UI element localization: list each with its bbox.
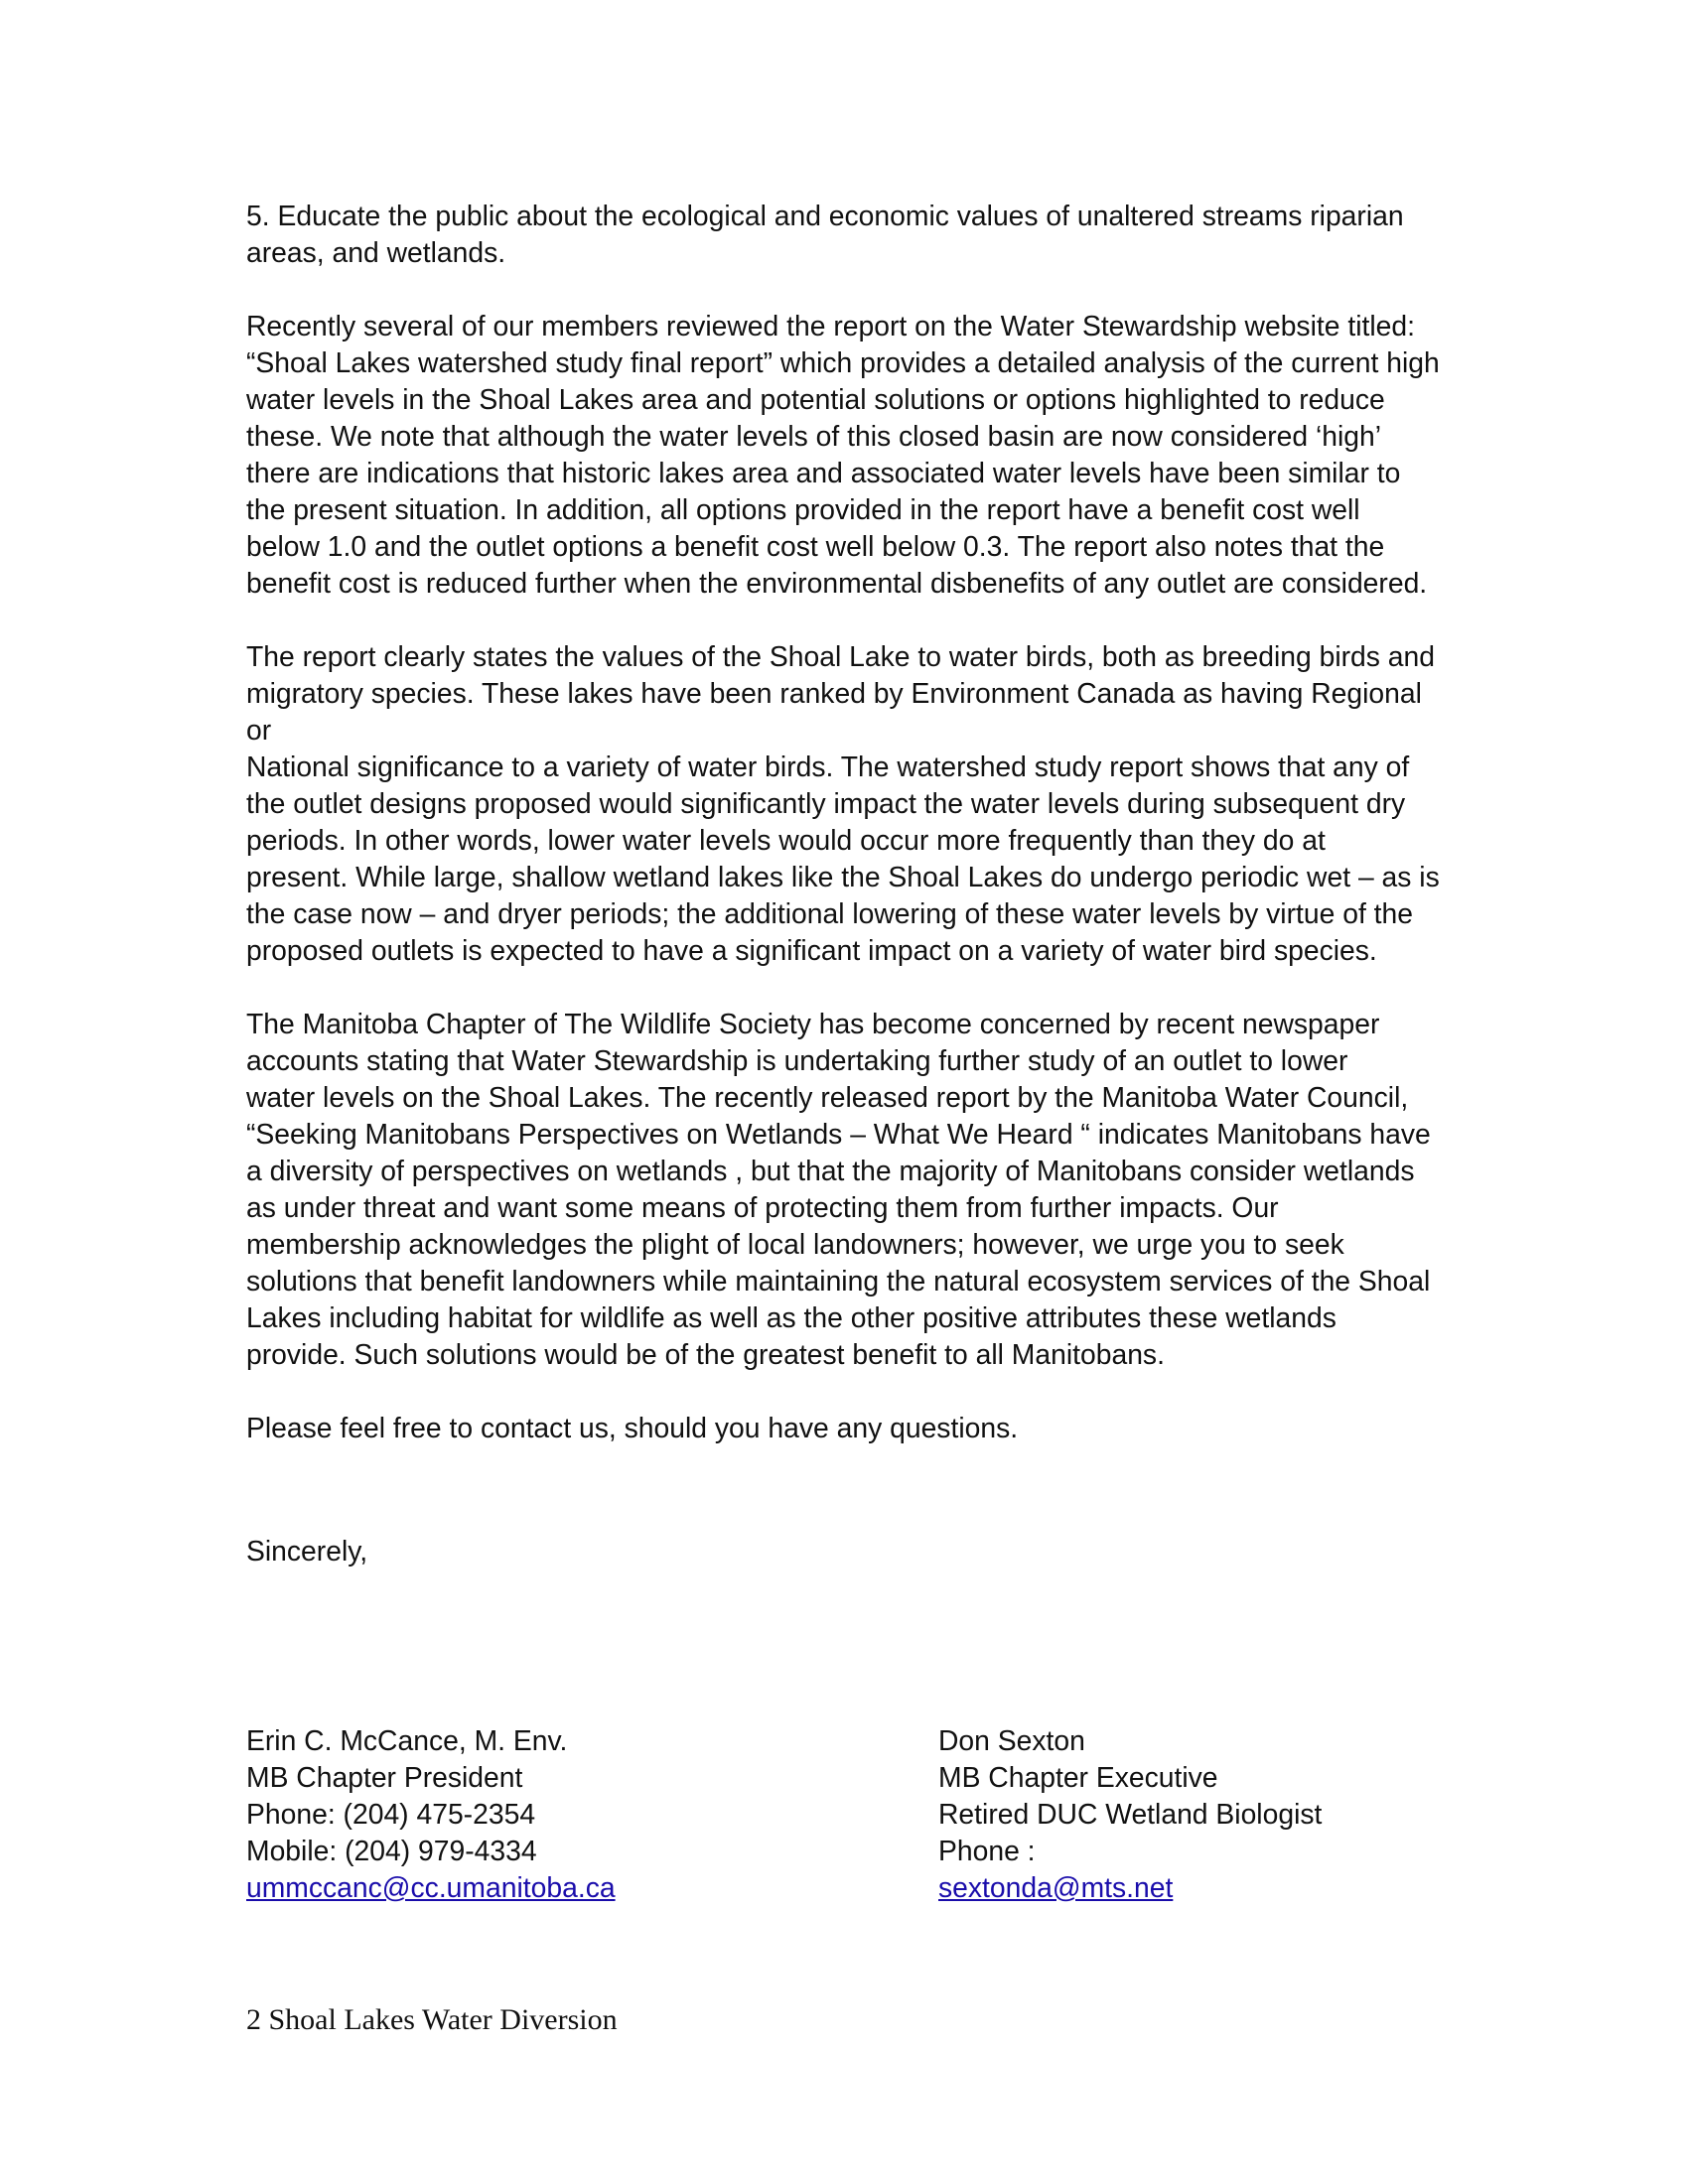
- signatory-email-link[interactable]: sextonda@mts.net: [938, 1871, 1174, 1903]
- signatory-role: Retired DUC Wetland Biologist: [938, 1798, 1323, 1830]
- signatory-title: MB Chapter President: [246, 1761, 523, 1793]
- paragraph-chapter-concern: The Manitoba Chapter of The Wildlife Society has become concerned by recent newspaper accounts stating that Water Stewardship is undertaking further study of an outlet to lower water levels on the Shoal Lakes. The recently released report by the Manitoba Water Council, “Seeking Manitobans Perspectives on Wetlands – What We Heard “ indicates Manitobans have a diversity of perspectives on wetlands , but that the majority of Manitobans consider wetlands as under threat and want some means of protecting them from further impacts. Our membership acknowledges the plight of local landowners; however, we urge you to seek solutions that benefit landowners while maintaining the natural ecosystem services of the Shoal Lakes including habitat for wildlife as well as the other positive attributes these wetlands provide. Such solutions would be of the greatest benefit to all Manitobans.: [246, 1008, 1431, 1370]
- signatory-email-link[interactable]: ummccanc@cc.umanitoba.ca: [246, 1871, 616, 1903]
- paragraph-water-birds: The report clearly states the values of the Shoal Lake to water birds, both as breeding birds and migratory species. These lakes have been ranked by Environment Canada as having Regional or National significance to a variety of water birds. The watershed study report shows that any of the outlet designs proposed would significantly impact the water levels during subsequent dry periods. In other words, lower water levels would occur more frequently than they do at present. While large, shallow wetland lakes like the Shoal Lakes do undergo periodic wet – as is the case now – and dryer periods; the additional lowering of these water levels by virtue of the proposed outlets is expected to have a significant impact on a variety of water bird species.: [246, 640, 1440, 966]
- letter-body: [246, 198, 1448, 1483]
- signature-block-right: [938, 1722, 1322, 1906]
- closing-salutation: Sincerely,: [246, 1535, 368, 1567]
- paragraph-contact: Please feel free to contact us, should you have any questions.: [246, 1412, 1019, 1443]
- signatory-title: MB Chapter Executive: [938, 1761, 1218, 1793]
- signature-block-left: [246, 1722, 616, 1906]
- signatory-name: Don Sexton: [938, 1724, 1085, 1756]
- signatory-mobile: Mobile: (204) 979-4334: [246, 1835, 537, 1866]
- signatory-name: Erin C. McCance, M. Env.: [246, 1724, 568, 1756]
- paragraph-educate: 5. Educate the public about the ecological and economic values of unaltered streams riparian areas, and wetlands.: [246, 200, 1404, 268]
- signatory-phone: Phone: (204) 475-2354: [246, 1798, 536, 1830]
- paragraph-report-review: Recently several of our members reviewed the report on the Water Stewardship website titled: “Shoal Lakes watershed study final report” which provides a detailed analysis of the current high water levels in the Shoal Lakes area and potential solutions or options highlighted to reduce these. We note that although the water levels of this closed basin are now considered ‘high’ there are indications that historic lakes area and associated water levels have been similar to the present situation. In addition, all options provided in the report have a benefit cost well below 1.0 and the outlet options a benefit cost well below 0.3. The report also notes that the benefit cost is reduced further when the environmental disbenefits of any outlet are considered.: [246, 310, 1440, 599]
- page-footer: 2 Shoal Lakes Water Diversion: [246, 2003, 618, 2036]
- signatory-phone: Phone :: [938, 1835, 1036, 1866]
